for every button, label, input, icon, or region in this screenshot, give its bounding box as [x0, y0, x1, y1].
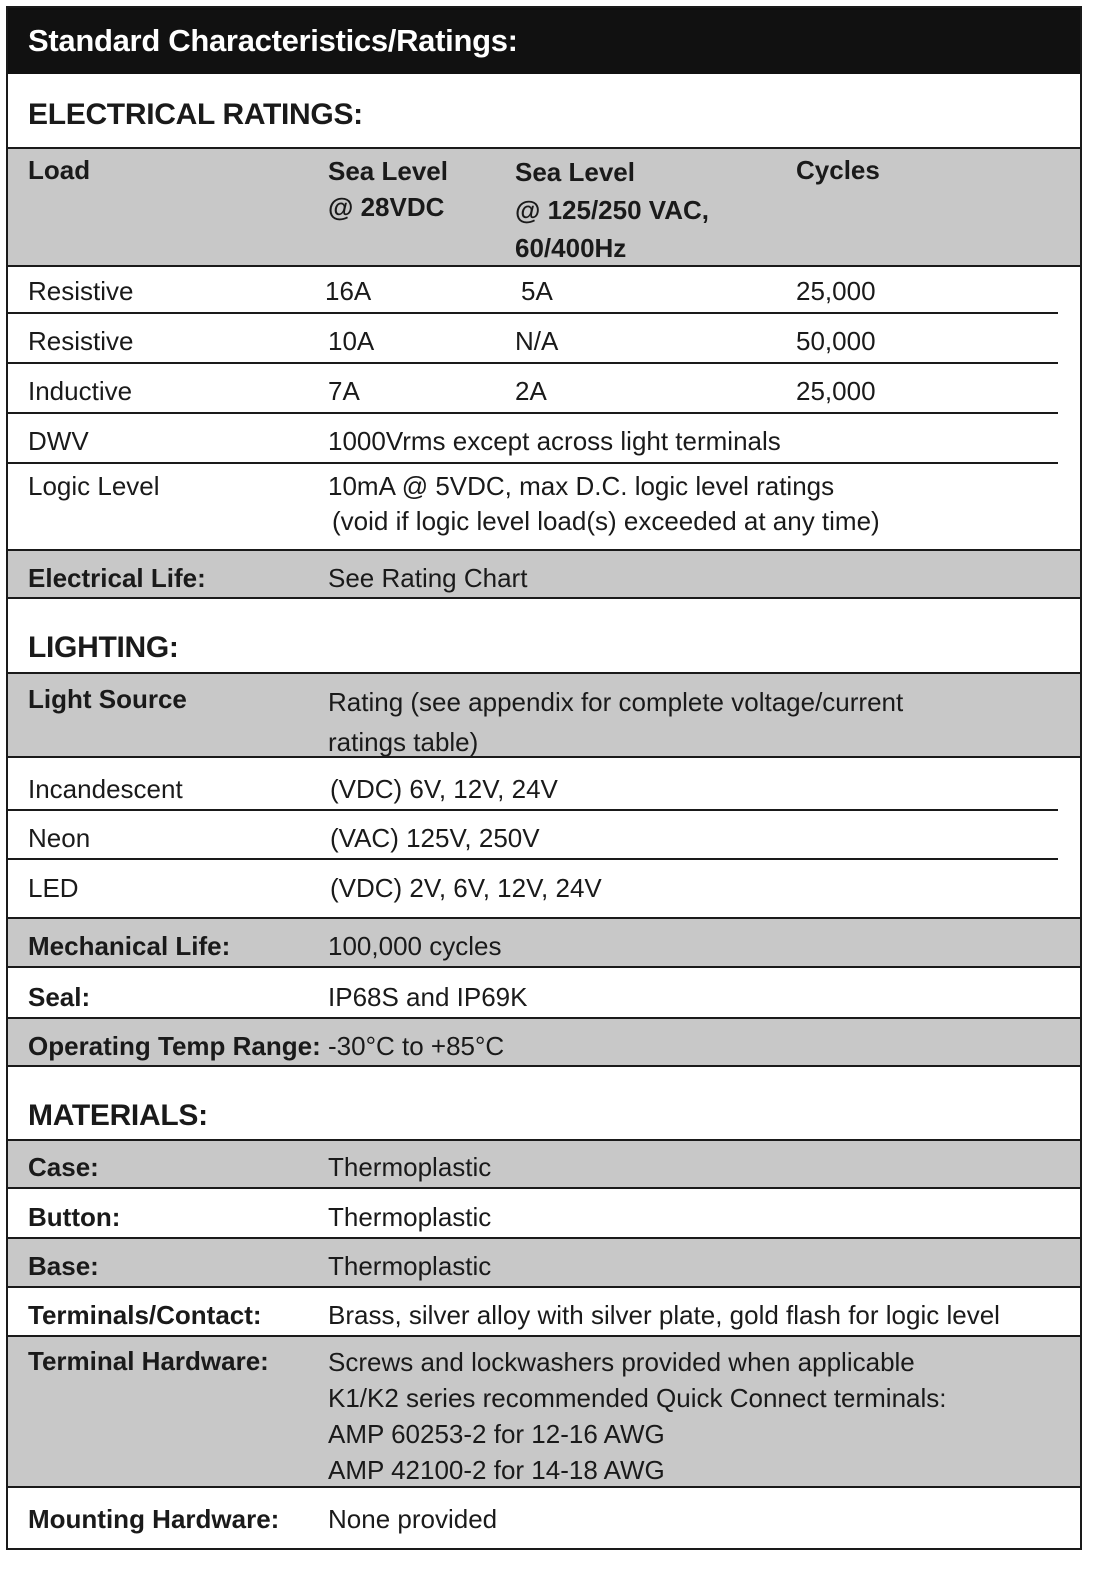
row2-ac: N/A	[515, 326, 559, 356]
temp-label: Operating Temp Range:	[28, 1031, 321, 1061]
case-value: Thermoplastic	[328, 1152, 492, 1182]
logic-value-line1: 10mA @ 5VDC, max D.C. logic level ratings	[328, 471, 835, 501]
incandescent-label: Incandescent	[28, 774, 183, 804]
materials-heading: MATERIALS:	[28, 1099, 208, 1132]
row2-cycles: 50,000	[796, 326, 876, 356]
button-value: Thermoplastic	[328, 1202, 492, 1232]
row-divider	[8, 312, 1058, 314]
row3-load: Inductive	[28, 376, 133, 406]
base-label: Base:	[28, 1251, 99, 1281]
incandescent-rating: (VDC) 6V, 12V, 24V	[330, 774, 558, 804]
lighting-heading: LIGHTING:	[28, 631, 179, 664]
base-value: Thermoplastic	[328, 1251, 492, 1281]
row-divider	[8, 362, 1058, 364]
row-divider	[8, 462, 1058, 464]
mechanical-life-value: 100,000 cycles	[328, 931, 502, 961]
row3-dc: 7A	[328, 376, 360, 406]
row1-ac: 5A	[521, 276, 553, 306]
page-title: Standard Characteristics/Ratings:	[8, 8, 1080, 74]
header-cycles: Cycles	[796, 155, 880, 185]
led-label: LED	[28, 873, 79, 903]
row2-load: Resistive	[28, 326, 134, 356]
temp-value: -30°C to +85°C	[328, 1031, 505, 1061]
header-rating: Rating (see appendix for complete voltage/current ratings table)	[328, 687, 904, 757]
row-divider	[8, 412, 1058, 414]
electrical-life-value: See Rating Chart	[328, 563, 528, 593]
case-band	[8, 1139, 1080, 1189]
dwv-label: DWV	[28, 426, 89, 456]
mounting-value: None provided	[328, 1504, 498, 1534]
terminals-label: Terminals/Contact:	[28, 1300, 262, 1330]
neon-rating: (VAC) 125V, 250V	[330, 823, 540, 853]
header-light-source: Light Source	[28, 684, 187, 714]
led-rating: (VDC) 2V, 6V, 12V, 24V	[330, 873, 602, 903]
seal-label: Seal:	[28, 982, 91, 1012]
row2-dc: 10A	[328, 326, 375, 356]
header-ac: Sea Level @ 125/250 VAC, 60/400Hz	[515, 157, 709, 263]
seal-value: IP68S and IP69K	[328, 982, 528, 1012]
row-divider	[8, 858, 1058, 860]
neon-label: Neon	[28, 823, 91, 853]
row1-dc: 16A	[325, 276, 372, 306]
mechanical-life-label: Mechanical Life:	[28, 931, 231, 961]
logic-value-line2: (void if logic level load(s) exceeded at any time)	[332, 506, 880, 536]
header-dc: Sea Level @ 28VDC	[328, 156, 448, 222]
dwv-value: 1000Vrms except across light terminals	[328, 426, 781, 456]
electrical-life-label: Electrical Life:	[28, 563, 206, 593]
case-label: Case:	[28, 1152, 99, 1182]
mounting-label: Mounting Hardware:	[28, 1504, 280, 1534]
row3-cycles: 25,000	[796, 376, 876, 406]
button-label: Button:	[28, 1202, 121, 1232]
spec-sheet	[6, 6, 1082, 1550]
logic-label: Logic Level	[28, 471, 160, 501]
row1-load: Resistive	[28, 276, 134, 306]
row-divider	[8, 809, 1058, 811]
header-load: Load	[28, 155, 91, 185]
terminal-hardware-label: Terminal Hardware:	[28, 1346, 269, 1376]
electrical-heading: ELECTRICAL RATINGS:	[28, 98, 363, 131]
row3-ac: 2A	[515, 376, 547, 406]
terminals-value: Brass, silver alloy with silver plate, gold flash for logic level	[328, 1300, 1000, 1330]
terminal-hardware-value: Screws and lockwashers provided when applicable K1/K2 series recommended Quick Connect terminals: AMP 60253-2 for 12-16 AWG AMP 42100-2 for 14-18 AWG	[328, 1347, 947, 1485]
row1-cycles: 25,000	[796, 276, 876, 306]
base-band	[8, 1237, 1080, 1288]
